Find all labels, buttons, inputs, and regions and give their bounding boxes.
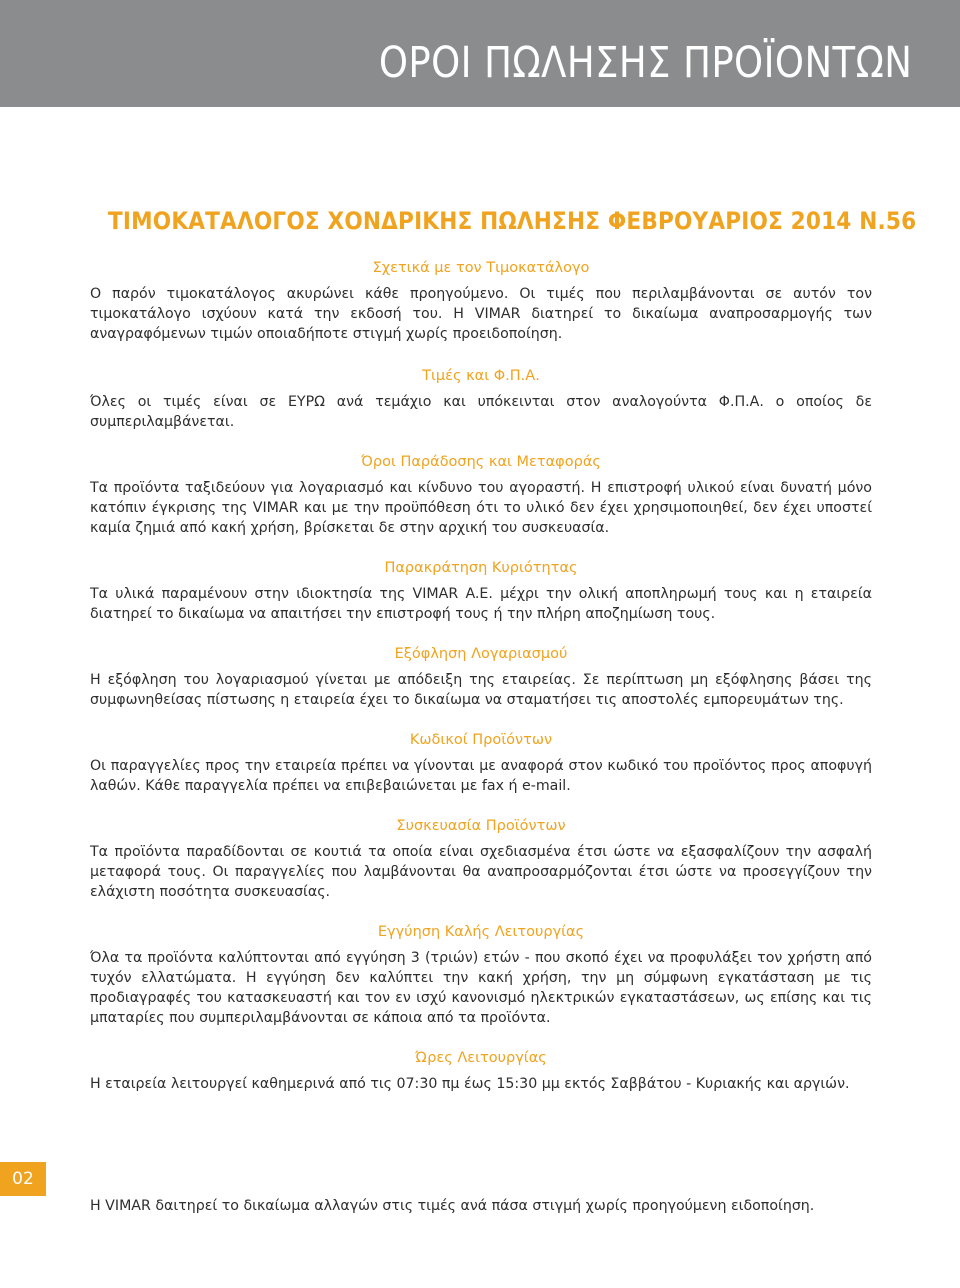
section-heading: Εγγύηση Καλής Λειτουργίας bbox=[377, 924, 585, 940]
header-bar bbox=[0, 0, 960, 107]
document-title: ΤΙΜΟΚΑΤΑΛΟΓΟΣ ΧΟΝΔΡΙΚΗΣ ΠΩΛΗΣΗΣ ΦΕΒΡΟΥΑΡΙΟΣ 2014 Ν.56 bbox=[108, 207, 917, 235]
section-business-hours bbox=[90, 1048, 872, 1094]
section-heading: Παρακράτηση Κυριότητας bbox=[384, 560, 578, 576]
section-heading: Κωδικοί Προϊόντων bbox=[409, 732, 553, 748]
section-payment bbox=[90, 644, 872, 710]
section-text: Τα προϊόντα παραδίδονται σε κουτιά τα οποία είναι σχεδιασμένα έτσι ώστε να εξασφαλίζουν την ασφαλή μεταφορά τους. Οι παραγγελίες που λαμβάνονται θα αναπροσαρμόζονται έτσι ώστε να προσεγγίζουν την ελάχιστη ποσότητα συσκευασίας. bbox=[90, 844, 872, 900]
section-heading: Όροι Παράδοσης και Μεταφοράς bbox=[361, 454, 601, 470]
section-heading: Εξόφληση Λογαριασμού bbox=[394, 646, 568, 662]
section-text: Τα υλικά παραμένουν στην ιδιοκτησία της VIMAR A.E. μέχρι την ολική αποπληρωμή τους και η εταιρεία διατηρεί το δικαίωμα να απαιτήσει την επιστροφή τους ή την πλήρη αποζημίωση τους. bbox=[90, 586, 872, 622]
section-heading: Ώρες Λειτουργίας bbox=[415, 1050, 547, 1066]
page-header-title: ΟΡΟΙ ΠΩΛΗΣΗΣ ΠΡΟΪΟΝΤΩΝ bbox=[378, 38, 912, 88]
section-price-list bbox=[90, 258, 872, 344]
section-ownership bbox=[90, 558, 872, 624]
page-number-tab: 02 bbox=[0, 1162, 46, 1196]
section-packaging bbox=[90, 816, 872, 902]
section-prices-vat bbox=[90, 366, 872, 432]
footer-note: Η VIMAR δαιτηρεί το δικαίωμα αλλαγών στις τιμές ανά πάσα στιγμή χωρίς προηγούμενη ειδοποίηση. bbox=[90, 1198, 815, 1214]
section-heading: Τιμές και Φ.Π.Α. bbox=[422, 368, 540, 384]
section-product-codes bbox=[90, 730, 872, 796]
section-text: Η εταιρεία λειτουργεί καθημερινά από τις 07:30 πμ έως 15:30 μμ εκτός Σαββάτου - Κυριακής και αργιών. bbox=[90, 1076, 850, 1092]
section-text: Όλα τα προϊόντα καλύπτονται από εγγύηση 3 (τριών) ετών - που σκοπό έχει να προφυλάξει τον χρήστη από τυχόν ελλατώματα. Η εγγύηση δεν καλύπτει την κακή χρήση, την μη σύμφωνη εγκατάσταση με τις προδιαγραφές του κατασκευαστή και τον εν ισχύ κανονισμό ηλεκτρικών εγκαταστάσεων, ως επίσης και τις μπαταρίες που συμπεριλαμβάνονται σε κάποια από τα προϊόντα. bbox=[90, 950, 872, 1026]
document-body bbox=[90, 258, 872, 1094]
section-text: Η εξόφληση του λογαριασμού γίνεται με απόδειξη της εταιρείας. Σε περίπτωση μη εξόφλησης βάσει της συμφωνηθείσας πίστωσης η εταιρεία έχει το δικαίωμα να σταματήσει τις αποστολές εμπορευμάτων της. bbox=[90, 672, 872, 708]
section-text: Οι παραγγελίες προς την εταιρεία πρέπει να γίνονται με αναφορά στον κωδικό του προϊόντος προς αποφυγή λαθών. Κάθε παραγγελία πρέπει να επιβεβαιώνεται με fax ή e-mail. bbox=[90, 758, 872, 794]
section-text: Ο παρόν τιμοκατάλογος ακυρώνει κάθε προηγούμενο. Οι τιμές που περιλαμβάνονται σε αυτόν τον τιμοκατάλογο ισχύουν κατά την εκδοσή του. Η VIMAR διατηρεί το δικαίωμα αναπροσαρμογής των αναγραφόμενων τιμών οποιαδήποτε στιγμή χωρίς προειδοποίηση. bbox=[90, 286, 872, 342]
section-text: Τα προϊόντα ταξιδεύουν για λογαριασμό και κίνδυνο του αγοραστή. Η επιστροφή υλικού είναι δυνατή μόνο κατόπιν έγκρισης της VIMAR και με την προϋπόθεση ότι το υλικό δεν έχει χρησιμοποιηθεί, δεν έχει υποστεί καμία ζημιά από κακή χρήση, βρίσκεται δε στην αρχική του συσκευασία. bbox=[90, 480, 872, 536]
section-text: Όλες οι τιμές είναι σε ΕΥΡΩ ανά τεμάχιο και υπόκεινται στον αναλογούντα Φ.Π.Α. ο οποίος δε συμπεριλαμβάνεται. bbox=[90, 394, 872, 430]
section-warranty bbox=[90, 922, 872, 1028]
section-heading: Σχετικά με τον Τιμοκατάλογο bbox=[372, 260, 590, 276]
section-delivery bbox=[90, 452, 872, 538]
section-heading: Συσκευασία Προϊόντων bbox=[396, 818, 566, 834]
